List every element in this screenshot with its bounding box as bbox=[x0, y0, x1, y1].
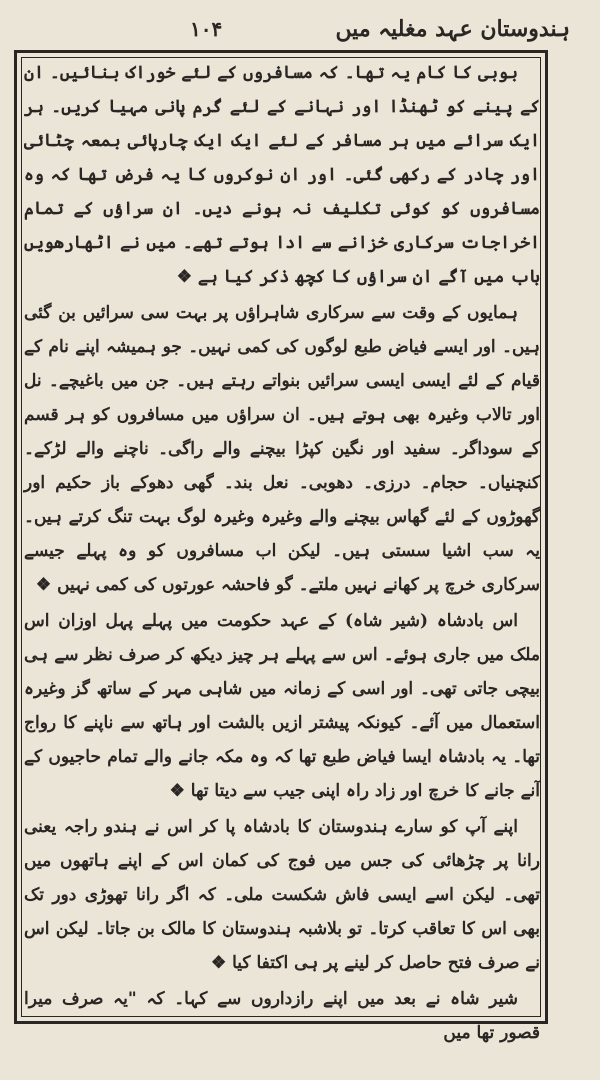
body-text bbox=[24, 56, 540, 1043]
paragraph: اس بادشاہ (شیر شاہ) کے عہد حکومت میں پہلے پہل اوزان اس ملک میں جاری ہوئے۔ اس سے پہلے ہر چیز دیکھ کر صرف نظر سے ہی بیچی جاتی تھی۔ اور اسی کے زمانہ میں شاہی مہر کے ساتھ گز وغیرہ استعمال میں آئے۔ کیونکہ پیشتر ازیں بالشت اور ہاتھ سے ناپنے کا رواج تھا۔ یہ بادشاہ ایسا فیاض طبع تھا کہ وہ مکہ جانے والے تمام حاجیوں کے آنے جانے کا خرچ اور زاد راہ اپنی جیب سے دیتا تھا ❖ bbox=[24, 611, 540, 801]
paragraph: اپنے آپ کو سارے ہندوستان کا بادشاہ پا کر اس نے ہندو راجہ یعنی رانا پر چڑھائی کی جس میں فوج کی کمان اس کے اپنے ہاتھوں میں تھی۔ لیکن اسے ایسی فاش شکست ملی۔ کہ اگر رانا تھوڑی دور تک بھی اس کا تعاقب کرتا۔ تو بلاشبہ ہندوستان کا مالک بن جاتا۔ لیکن اس نے صرف فتح حاصل کر لینے پر ہی اکتفا کیا ❖ bbox=[24, 817, 540, 973]
paragraph: شیر شاہ نے بعد میں اپنے رازداروں سے کہا۔ کہ "یہ صرف میرا قصور تھا میں bbox=[24, 989, 540, 1043]
running-head bbox=[30, 10, 570, 48]
paragraph: بوبی کا کام یہ تھا۔ کہ مسافروں کے لئے خوراک بنائیں۔ ان کے پینے کو ٹھنڈا اور نہانے کے لئے گرم پانی مہیا کریں۔ ہر ایک سرائے میں ہر مسافر کے لئے ایک ایک چارپائی بمعہ چٹائی اور چادر کے رکھی گئی۔ اور ان نوکروں کا یہ فرض تھا کہ وہ مسافروں کو کوئی تکلیف نہ ہونے دیں۔ ان سراؤں کے تمام اخراجات سرکاری خزانے سے ادا ہوتے تھے۔ میں نے اٹھارھویں باب میں آگے ان سراؤں کا کچھ ذکر کیا ہے ❖ bbox=[24, 63, 540, 287]
page-number: ۱۰۴ bbox=[190, 17, 223, 41]
running-head-title: ہندوستان عہد مغلیہ میں bbox=[335, 16, 570, 42]
paragraph: ہمایوں کے وقت سے سرکاری شاہراؤں پر بہت سی سرائیں بن گئی ہیں۔ اور ایسے فیاض طبع لوگوں کی کمی نہیں۔ جو ہمیشہ اپنے نام کے قیام کے لئے ایسی ایسی سرائیں بنواتے رہتے ہیں۔ جن میں باغیچے۔ نل اور تالاب وغیرہ بھی ہوتے ہیں۔ ان سراؤں میں مسافروں کو ہر قسم کے سوداگر۔ سفید اور نگین کپڑا بیچنے والے راگی۔ ناچنے والے لڑکے۔ کنچنیاں۔ حجام۔ درزی۔ دھوبی۔ نعل بند۔ گھی دھوکے باز حکیم اور گھوڑوں کے لئے گھاس بیچنے والے وغیرہ وغیرہ لوگ بہت تنگ کرتے ہیں۔ یہ سب اشیا سستی ہیں۔ لیکن اب مسافروں کو وہ پہلے جیسے سرکاری خرچ پر کھانے نہیں ملتے۔ گو فاحشہ عورتوں کی کمی نہیں ❖ bbox=[24, 303, 540, 595]
